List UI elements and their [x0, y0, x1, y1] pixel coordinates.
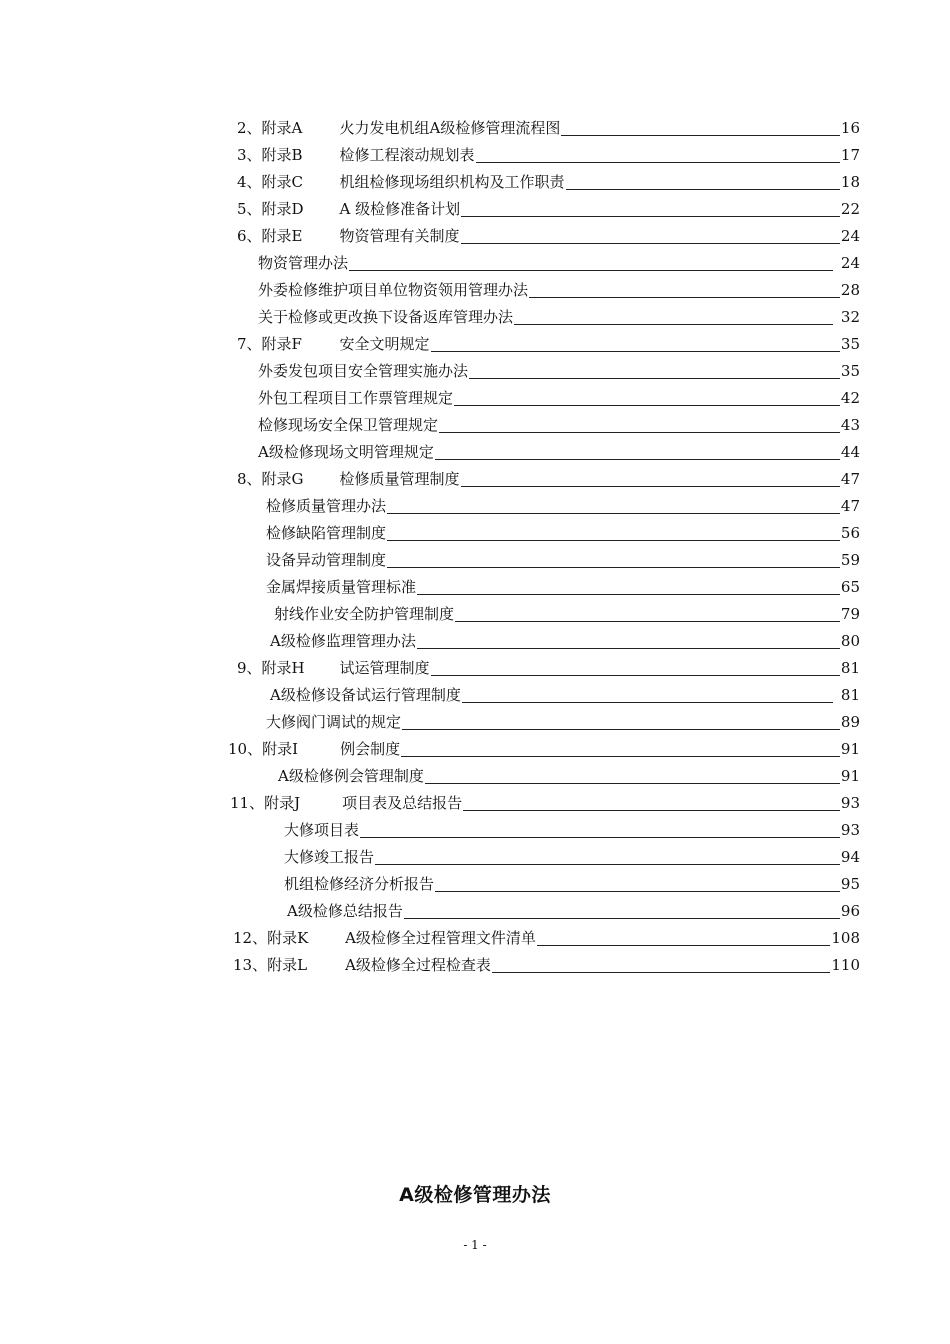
- toc-entry[interactable]: [237, 466, 860, 493]
- toc-entry-page-number: 59: [840, 551, 860, 569]
- toc-dot-leader: [461, 242, 840, 244]
- toc-entry-number: 11、: [230, 794, 265, 812]
- toc-entry-page-number: 16: [840, 119, 860, 137]
- document-title: A级检修管理办法: [399, 1184, 551, 1206]
- toc-entry-page-number: 44: [840, 443, 860, 461]
- toc-entry-title: A级检修全过程管理文件清单: [345, 929, 536, 947]
- toc-dot-leader: [469, 377, 840, 379]
- toc-entry[interactable]: [266, 493, 860, 520]
- toc-entry-page-number: 42: [840, 389, 860, 407]
- toc-dot-leader: [561, 134, 840, 136]
- toc-entry-title: 关于检修或更改换下设备返库管理办法: [258, 308, 514, 326]
- toc-entry-number: 8、: [237, 470, 262, 488]
- toc-entry-title: 火力发电机组A级检修管理流程图: [339, 119, 561, 137]
- toc-entry-title: 项目表及总结报告: [342, 794, 463, 812]
- toc-entry-title: 机组检修现场组织机构及工作职责: [339, 173, 565, 191]
- toc-entry-page-number: 93: [840, 794, 860, 812]
- toc-entry-title: 金属焊接质量管理标准: [266, 578, 417, 596]
- toc-entry-title: 例会制度: [340, 740, 401, 758]
- toc-dot-leader: [537, 944, 830, 946]
- toc-entry-page-number: 65: [840, 578, 860, 596]
- toc-dot-leader: [462, 701, 833, 703]
- toc-entry-number: 10、: [228, 740, 263, 758]
- page-number: - 1 -: [463, 1238, 487, 1252]
- toc-entry-title: 检修质量管理办法: [266, 497, 387, 515]
- toc-dot-leader: [417, 593, 840, 595]
- toc-dot-leader: [435, 458, 840, 460]
- toc-entry[interactable]: [258, 304, 860, 331]
- toc-dot-leader: [439, 431, 840, 433]
- toc-entry[interactable]: [274, 601, 860, 628]
- toc-entry-title: 大修竣工报告: [284, 848, 375, 866]
- toc-entry[interactable]: [266, 709, 860, 736]
- toc-entry[interactable]: [237, 331, 860, 358]
- toc-entry-appendix-label: 附录H: [261, 659, 305, 677]
- toc-dot-leader: [404, 917, 840, 919]
- toc-entry-title: A 级检修准备计划: [339, 200, 461, 218]
- toc-entry[interactable]: [270, 628, 860, 655]
- toc-entry[interactable]: [237, 655, 860, 682]
- toc-dot-leader: [387, 512, 840, 514]
- toc-dot-leader: [529, 296, 840, 298]
- toc-dot-leader: [387, 539, 840, 541]
- toc-dot-leader: [401, 755, 840, 757]
- toc-entry[interactable]: [258, 250, 860, 277]
- toc-entry-appendix-label: 附录A: [261, 119, 303, 137]
- toc-entry-page-number: 43: [840, 416, 860, 434]
- toc-entry-number: 4、: [237, 173, 262, 191]
- toc-entry-appendix-label: 附录E: [261, 227, 303, 245]
- toc-entry[interactable]: [278, 763, 860, 790]
- toc-entry-title: 安全文明规定: [339, 335, 430, 353]
- toc-entry-appendix-label: 附录F: [261, 335, 302, 353]
- toc-entry-page-number: 22: [840, 200, 860, 218]
- toc-dot-leader: [514, 323, 833, 325]
- toc-entry[interactable]: [258, 412, 860, 439]
- toc-entry-number: 5、: [237, 200, 262, 218]
- toc-entry-number: 7、: [237, 335, 262, 353]
- toc-entry-appendix-label: 附录K: [267, 929, 309, 947]
- toc-entry-title: A级检修例会管理制度: [278, 767, 424, 785]
- toc-entry-title: 检修缺陷管理制度: [266, 524, 387, 542]
- toc-entry-title: A级检修总结报告: [287, 902, 403, 920]
- toc-entry-title: 检修质量管理制度: [339, 470, 460, 488]
- toc-entry-title: 外委检修维护项目单位物资领用管理办法: [258, 281, 529, 299]
- toc-entry[interactable]: [266, 547, 860, 574]
- toc-entry-title: 检修工程滚动规划表: [339, 146, 475, 164]
- toc-entry[interactable]: [258, 439, 860, 466]
- toc-entry-number: 3、: [237, 146, 262, 164]
- toc-dot-leader: [463, 809, 840, 811]
- toc-entry[interactable]: [237, 223, 860, 250]
- toc-entry-number: 9、: [237, 659, 262, 677]
- toc-entry-page-number: 91: [840, 740, 860, 758]
- toc-entry-appendix-label: 附录D: [261, 200, 304, 218]
- toc-entry-appendix-label: 附录C: [261, 173, 304, 191]
- toc-dot-leader: [375, 863, 840, 865]
- toc-entry-title: 外包工程项目工作票管理规定: [258, 389, 454, 407]
- toc-entry-page-number: 24: [840, 254, 860, 272]
- toc-entry-page-number: 96: [840, 902, 860, 920]
- toc-entry-page-number: 81: [840, 659, 860, 677]
- toc-entry-page-number: 79: [840, 605, 860, 623]
- toc-entry-appendix-label: 附录I: [262, 740, 299, 758]
- toc-entry-page-number: 81: [840, 686, 860, 704]
- toc-entry[interactable]: [258, 358, 860, 385]
- toc-dot-leader: [417, 647, 840, 649]
- toc-entry[interactable]: [237, 196, 860, 223]
- toc-entry-title: 外委发包项目安全管理实施办法: [258, 362, 469, 380]
- toc-entry-page-number: 47: [840, 497, 860, 515]
- toc-dot-leader: [349, 269, 833, 271]
- toc-entry-number: 2、: [237, 119, 262, 137]
- toc-entry-page-number: 35: [840, 362, 860, 380]
- toc-entry-appendix-label: 附录J: [264, 794, 301, 812]
- toc-entry[interactable]: [233, 952, 860, 979]
- toc-entry[interactable]: [230, 790, 860, 817]
- toc-entry-page-number: 56: [840, 524, 860, 542]
- toc-entry[interactable]: [284, 844, 860, 871]
- toc-entry-title: 设备异动管理制度: [266, 551, 387, 569]
- toc-dot-leader: [402, 728, 840, 730]
- toc-entry[interactable]: [237, 115, 860, 142]
- toc-dot-leader: [435, 890, 840, 892]
- toc-dot-leader: [455, 620, 840, 622]
- toc-entry[interactable]: [237, 169, 860, 196]
- toc-entry-page-number: 32: [840, 308, 860, 326]
- toc-entry[interactable]: [237, 142, 860, 169]
- toc-entry[interactable]: [266, 574, 860, 601]
- toc-entry[interactable]: [284, 817, 860, 844]
- toc-entry-appendix-label: 附录L: [267, 956, 308, 974]
- toc-entry[interactable]: [266, 520, 860, 547]
- toc-entry-page-number: 35: [840, 335, 860, 353]
- toc-entry-title: 物资管理有关制度: [339, 227, 460, 245]
- toc-entry-number: 12、: [233, 929, 268, 947]
- toc-entry-page-number: 89: [840, 713, 860, 731]
- toc-entry-title: A级检修全过程检查表: [345, 956, 491, 974]
- toc-dot-leader: [431, 674, 840, 676]
- toc-dot-leader: [492, 971, 830, 973]
- toc-entry[interactable]: [258, 385, 860, 412]
- toc-entry-number: 13、: [233, 956, 268, 974]
- toc-entry-title: A级检修现场文明管理规定: [258, 443, 434, 461]
- toc-entry-title: 试运管理制度: [339, 659, 430, 677]
- toc-dot-leader: [360, 836, 840, 838]
- toc-entry-page-number: 91: [840, 767, 860, 785]
- toc-entry[interactable]: [233, 925, 860, 952]
- toc-entry[interactable]: [270, 682, 860, 709]
- toc-dot-leader: [387, 566, 840, 568]
- toc-entry-title: 检修现场安全保卫管理规定: [258, 416, 439, 434]
- toc-entry-title: A级检修监理管理办法: [270, 632, 416, 650]
- toc-dot-leader: [566, 188, 840, 190]
- toc-entry-title: 大修阀门调试的规定: [266, 713, 402, 731]
- toc-entry-page-number: 110: [831, 956, 860, 974]
- toc-entry-number: 6、: [237, 227, 262, 245]
- toc-entry-title: A级检修设备试运行管理制度: [270, 686, 461, 704]
- toc-entry-appendix-label: 附录B: [261, 146, 303, 164]
- toc-entry-title: 机组检修经济分析报告: [284, 875, 435, 893]
- toc-dot-leader: [461, 215, 840, 217]
- toc-entry-page-number: 24: [840, 227, 860, 245]
- toc-entry-page-number: 108: [831, 929, 860, 947]
- toc-entry-page-number: 17: [840, 146, 860, 164]
- toc-entry[interactable]: [228, 736, 860, 763]
- toc-entry-page-number: 18: [840, 173, 860, 191]
- toc-entry-page-number: 47: [840, 470, 860, 488]
- toc-dot-leader: [431, 350, 840, 352]
- toc-entry[interactable]: [284, 871, 860, 898]
- toc-entry-title: 大修项目表: [284, 821, 360, 839]
- toc-dot-leader: [461, 485, 840, 487]
- toc-entry-page-number: 94: [840, 848, 860, 866]
- toc-entry-page-number: 93: [840, 821, 860, 839]
- toc-entry-appendix-label: 附录G: [261, 470, 304, 488]
- toc-entry-title: 物资管理办法: [258, 254, 349, 272]
- toc-entry-page-number: 80: [840, 632, 860, 650]
- toc-dot-leader: [476, 161, 840, 163]
- toc-dot-leader: [454, 404, 840, 406]
- toc-entry[interactable]: [287, 898, 860, 925]
- toc-entry-page-number: 28: [840, 281, 860, 299]
- toc-dot-leader: [425, 782, 840, 784]
- toc-entry-page-number: 95: [840, 875, 860, 893]
- toc-entry[interactable]: [258, 277, 860, 304]
- toc-entry-title: 射线作业安全防护管理制度: [274, 605, 455, 623]
